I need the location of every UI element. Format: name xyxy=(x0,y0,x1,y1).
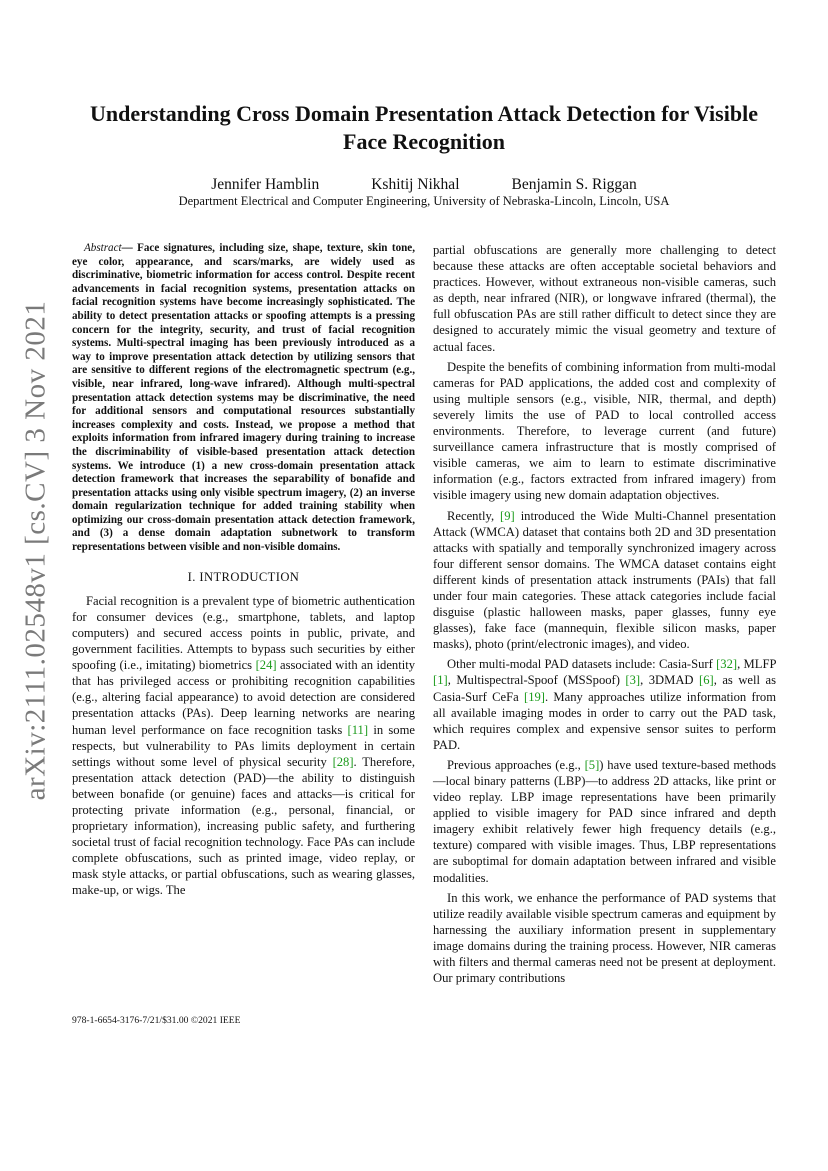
citation-link[interactable]: [11] xyxy=(347,722,369,737)
author-name: Benjamin S. Riggan xyxy=(511,176,637,193)
body-paragraph: partial obfuscations are generally more challenging to detect because these attacks are often acceptable societal behaviors and practices. However, without extraneous non-visible cameras, such as depth, near infrared (NIR), or longwave infrared (thermal), the full obfuscation PAs are still rather difficult to detect since they are designed to accurately mimic the visual geometry and texture of actual faces. xyxy=(433,243,776,354)
author-affiliation: Department Electrical and Computer Engineering, University of Nebraska-Lincoln, Lincoln, USA xyxy=(178,194,670,208)
body-paragraph: In this work, we enhance the performance of PAD systems that utilize readily available visible spectrum cameras and equipment by harnessing the auxiliary information present in supplementary image domains during the training process. However, NIR cameras with filters and thermal cameras need not be present at deployment. Our primary contributions xyxy=(433,890,776,986)
body-paragraph: Other multi-modal PAD datasets include: Casia-Surf [32], MLFP [1], Multispectral-Spoof (MSSpoof) [3], 3DMAD [6], as well as Casia-Surf CeFa [19]. Many approaches utilize information from all available imaging modes in order to carry out the PAD task, which requires complex and expensive sensor suites to perform PAD. xyxy=(433,657,776,752)
citation-link[interactable]: [6] xyxy=(699,673,714,688)
body-paragraph: Recently, [9] introduced the Wide Multi-Channel presentation Attack (WMCA) dataset that contains both 2D and 3D presentation attacks with spatially and temporally synchronized imagery across four different sensor domains. The WMCA dataset contains eight different kinds of presentation attack instruments (PAIs) that fall under four main categories. These attack categories include facial disguise (plastic halloween masks, paper glasses, funny eye glasses), fake face (mannequin, flexible silicon masks, paper masks), photo (print/electronic images), and video. xyxy=(433,508,776,652)
citation-link[interactable]: [19] xyxy=(524,689,545,704)
citation-link[interactable]: [32] xyxy=(716,657,738,672)
abstract-text: — Face signatures, including size, shape, texture, skin tone, eye color, appearance, and scars/marks, are widely used as discriminative, biometric information for access control. Despite recent advancements in facial recognition systems, presentation attacks on facial recognition systems have become increasingly sophisticated. The ability to detect presentation attacks or spoofing attempts is a pressing concern for the integrity, security, and trust of facial recognition systems. Multi-spectral imaging has been previously introduced as a way to improve presentation attack detection by utilizing sensors that are sensitive to different regions of the electromagnetic spectrum (e.g., visible, near infrared, long-wave infrared). Although multi-spectral presentation attack detection systems may be discriminative, the need for additional sensors and computational resources substantially increases complexity and costs. Instead, we propose a method that exploits information from infrared imagery during training to increase the discriminability of visible-based presentation attack detection systems. We introduce (1) a new cross-domain presentation attack detection framework that increases the separability of bonafide and presentation attacks using only visible spectrum imagery, (2) an inverse domain regularization technique for added training stability when optimizing our cross-domain presentation attack detection framework, and (3) a dense domain adaptation subnetwork to transform representations between visible and non-visible domains. xyxy=(72,242,415,554)
left-column xyxy=(72,242,415,903)
body-paragraph: Previous approaches (e.g., [5]) have used texture-based methods—local binary patterns (LBP)—to address 2D attacks, like print or video replay. LBP image representations have been primarily applied to visible imagery for PAD since infrared and depth imagery exhibit relatively fewer high frequency details (e.g., texture) compared with visible images. Thus, LBP representations are suboptimal for domain adaptation between infrared and visible modalities. xyxy=(433,757,776,885)
right-column xyxy=(433,242,776,990)
author-name: Jennifer Hamblin xyxy=(211,176,320,193)
author-name: Kshitij Nikhal xyxy=(371,176,460,193)
copyright-footer: 978-1-6654-3176-7/21/$31.00 ©2021 IEEE xyxy=(72,1015,241,1026)
citation-link[interactable]: [1] xyxy=(433,673,448,688)
abstract-lead: Abstract xyxy=(84,242,122,254)
arxiv-identifier-text: arXiv:2111.02548v1 [cs.CV] 3 Nov 2021 xyxy=(19,300,52,800)
arxiv-identifier-stamp xyxy=(14,200,58,900)
section-heading-introduction: I. INTRODUCTION xyxy=(187,569,300,584)
citation-link[interactable]: [24] xyxy=(255,658,277,673)
paper-title: Understanding Cross Domain Presentation Attack Detection for Visible Face Recognition xyxy=(90,101,758,154)
citation-link[interactable]: [3] xyxy=(625,673,641,688)
citation-link[interactable]: [5] xyxy=(584,757,600,772)
citation-link[interactable]: [9] xyxy=(500,508,515,523)
author-list xyxy=(70,176,778,194)
intro-paragraph: Facial recognition is a prevalent type of biometric authentication for consumer devices (e.g., smartphone, tablets, and laptop computers) and secured access points in public, private, and government facilities. Attempts to bypass such securities by either spoofing (i.e., imitating) biometrics [24] associated with an identity that has privileged access or prohibiting recognition capabilities (e.g., altering facial appearance) to avoid detection are considered presentation attacks (PAs). Deep learning networks are nearing human level performance on face recognition tasks [11] in some respects, but vulnerability to PAs limits deployment in certain settings without some level of physical security [28]. Therefore, presentation attack detection (PAD)—the ability to distinguish between bonafide (or genuine) faces and attacks—is critical for protecting private information (e.g., personal, financial, or proprietary information), increasing public safety, and furthering societal trust of facial recognition technology. Face PAs can include complete obfuscations, such as printed image, video replay, or mask style attacks, or partial obfuscations, such as wearing glasses, make-up, or wigs. The xyxy=(72,593,415,898)
body-paragraph: Despite the benefits of combining information from multi-modal cameras for PAD applications, the added cost and complexity of using multiple sensors (e.g., visible, NIR, thermal, and depth) severely limits the use of PAD to local controlled access environments. Therefore, to leverage current (and future) surveillance camera infrastructure that is mostly comprised of visible cameras, we aim to learn to estimate discriminative information (e.g., factors extracted from infrared imagery) from visible imagery using new domain adaptation objectives. xyxy=(433,359,776,503)
abstract xyxy=(72,242,415,555)
citation-link[interactable]: [28] xyxy=(332,754,354,769)
